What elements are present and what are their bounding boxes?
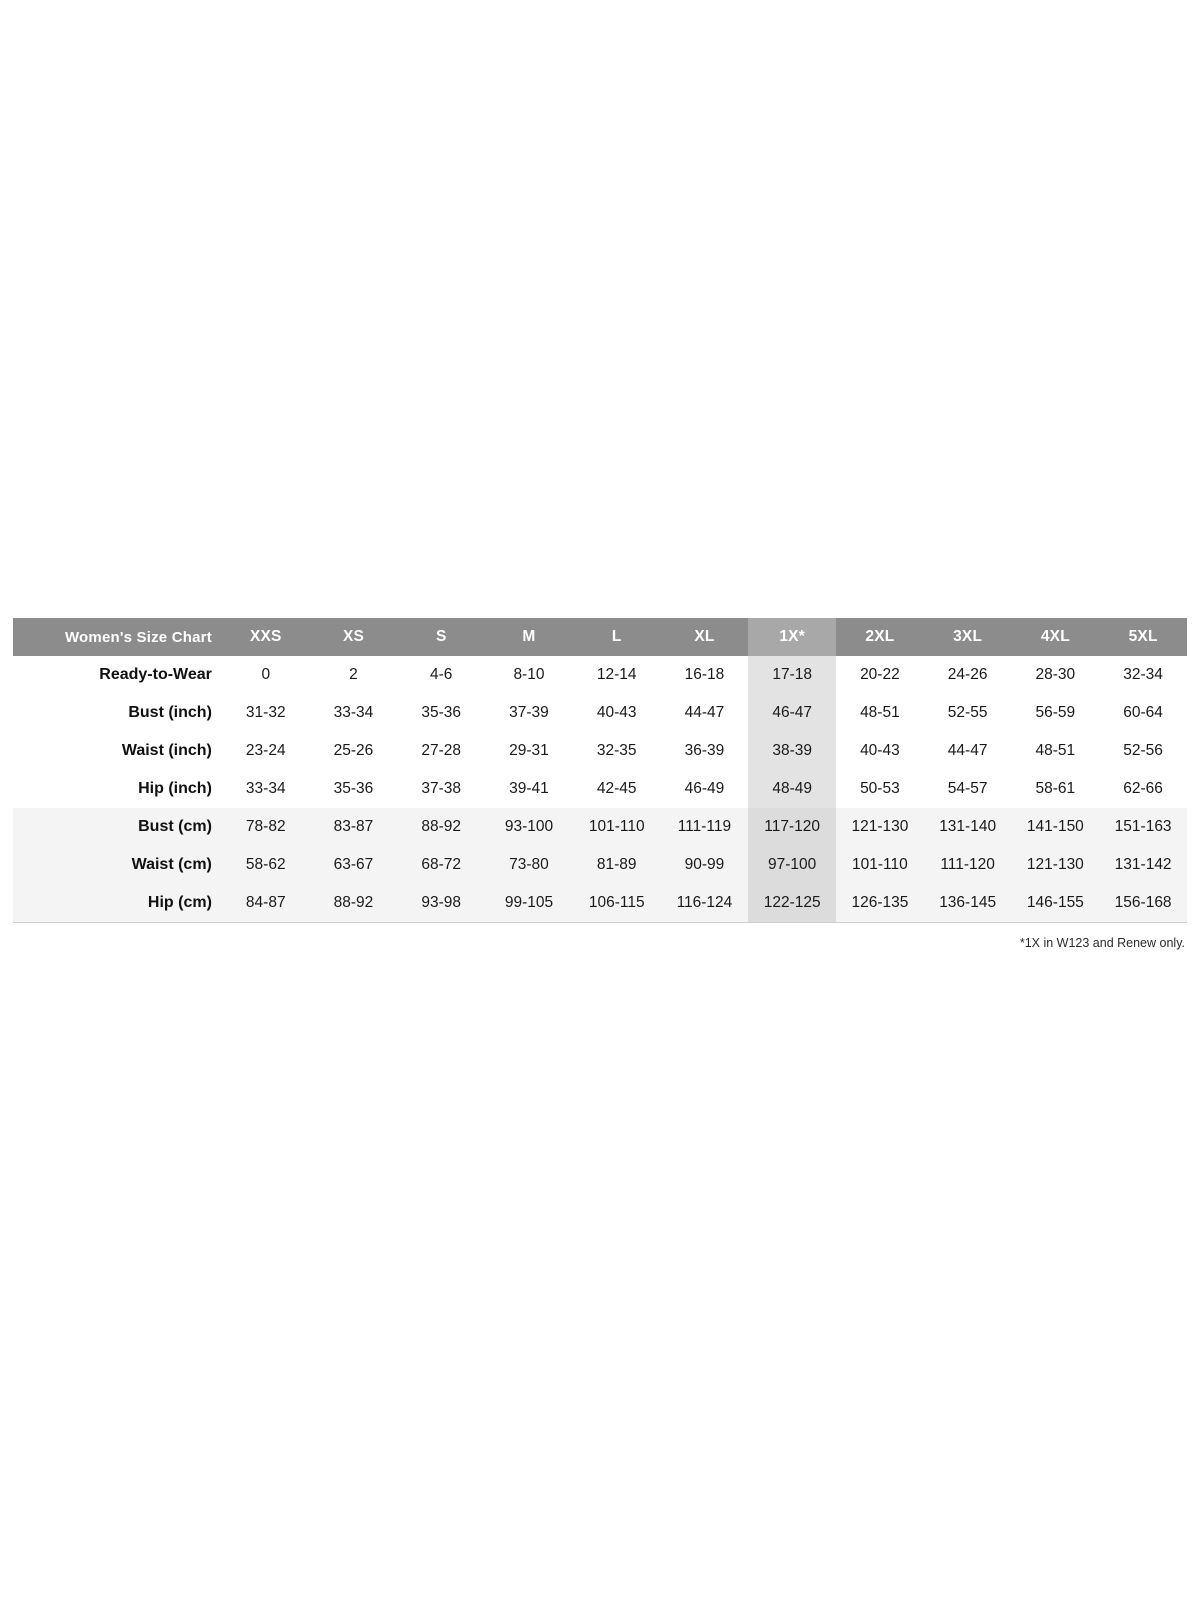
column-header-xl: XL xyxy=(661,618,749,656)
table-row xyxy=(13,884,1187,923)
table-row xyxy=(13,694,1187,732)
cell-waist-inch-xl: 36-39 xyxy=(684,742,725,759)
cell-bust-inch-l: 40-43 xyxy=(596,704,637,721)
cell-waist-inch-s: 27-28 xyxy=(421,742,462,759)
column-header-s: S xyxy=(397,618,485,656)
cell-hip-cm-xl: 116-124 xyxy=(661,884,749,923)
cell-hip-cm-xxs: 84-87 xyxy=(222,884,310,923)
column-header-m: M xyxy=(485,618,573,656)
table-row xyxy=(13,656,1187,694)
cell-hip-inch-4xl: 58-61 xyxy=(1035,780,1076,797)
cell-ready-to-wear-xs: 2 xyxy=(349,666,358,683)
cell-hip-inch-xs: 35-36 xyxy=(333,780,374,797)
chart-title: Women's Size Chart xyxy=(13,618,222,656)
table-row xyxy=(13,732,1187,770)
cell-hip-cm-3xl: 136-145 xyxy=(924,884,1012,923)
cell-ready-to-wear-4xl: 28-30 xyxy=(1035,666,1076,683)
cell-hip-inch-3xl: 54-57 xyxy=(947,780,988,797)
womens-size-chart-table xyxy=(13,618,1187,923)
row-label-waist-inch: Waist (inch) xyxy=(121,742,212,759)
column-header-l: L xyxy=(573,618,661,656)
cell-hip-inch-2xl: 50-53 xyxy=(860,780,900,797)
column-header-3xl: 3XL xyxy=(924,618,1012,656)
cell-bust-cm-s: 88-92 xyxy=(421,818,462,835)
cell-bust-cm-m: 93-100 xyxy=(504,818,554,835)
cell-bust-cm-xs: 83-87 xyxy=(333,818,374,835)
cell-hip-cm-1x: 122-125 xyxy=(748,884,836,923)
row-label-bust-cm: Bust (cm) xyxy=(138,818,212,835)
cell-ready-to-wear-1x: 17-18 xyxy=(748,656,836,694)
row-label-ready-to-wear: Ready-to-Wear xyxy=(99,666,212,683)
cell-bust-inch-1x: 46-47 xyxy=(748,694,836,732)
cell-waist-cm-l: 81-89 xyxy=(596,856,637,873)
chart-footnote: *1X in W123 and Renew only. xyxy=(1019,936,1185,950)
cell-waist-inch-3xl: 44-47 xyxy=(947,742,988,759)
cell-ready-to-wear-s: 4-6 xyxy=(430,666,453,683)
cell-bust-inch-3xl: 52-55 xyxy=(947,704,988,721)
cell-waist-inch-5xl: 52-56 xyxy=(1123,742,1163,759)
cell-hip-inch-xxs: 33-34 xyxy=(245,780,286,797)
cell-bust-inch-2xl: 48-51 xyxy=(860,704,900,721)
table-header-row xyxy=(13,618,1187,656)
cell-waist-cm-1x: 97-100 xyxy=(748,846,836,884)
cell-waist-inch-4xl: 48-51 xyxy=(1035,742,1076,759)
column-header-4xl: 4XL xyxy=(1012,618,1100,656)
cell-ready-to-wear-xl: 16-18 xyxy=(684,666,725,683)
cell-ready-to-wear-5xl: 32-34 xyxy=(1123,666,1163,683)
table-header xyxy=(13,618,1187,656)
size-chart-container xyxy=(13,618,1187,950)
cell-hip-cm-s: 93-98 xyxy=(397,884,485,923)
cell-waist-inch-l: 32-35 xyxy=(596,742,637,759)
cell-bust-inch-4xl: 56-59 xyxy=(1035,704,1076,721)
cell-waist-inch-1x: 38-39 xyxy=(748,732,836,770)
cell-bust-cm-2xl: 121-130 xyxy=(851,818,909,835)
cell-bust-inch-s: 35-36 xyxy=(421,704,462,721)
column-header-1x: 1X* xyxy=(748,618,836,656)
row-label-waist-cm: Waist (cm) xyxy=(131,856,212,873)
cell-ready-to-wear-m: 8-10 xyxy=(513,666,545,683)
table-body xyxy=(13,656,1187,923)
cell-bust-cm-4xl: 141-150 xyxy=(1026,818,1084,835)
cell-bust-cm-xxs: 78-82 xyxy=(245,818,286,835)
cell-waist-cm-5xl: 131-142 xyxy=(1114,856,1172,873)
cell-bust-cm-3xl: 131-140 xyxy=(939,818,997,835)
cell-ready-to-wear-l: 12-14 xyxy=(596,666,637,683)
cell-ready-to-wear-2xl: 20-22 xyxy=(860,666,900,683)
cell-hip-cm-xs: 88-92 xyxy=(310,884,398,923)
cell-waist-cm-xl: 90-99 xyxy=(684,856,725,873)
cell-hip-cm-m: 99-105 xyxy=(485,884,573,923)
cell-bust-cm-5xl: 151-163 xyxy=(1114,818,1172,835)
column-header-xxs: XXS xyxy=(222,618,310,656)
cell-bust-inch-xxs: 31-32 xyxy=(245,704,286,721)
cell-hip-inch-s: 37-38 xyxy=(421,780,462,797)
cell-bust-cm-1x: 117-120 xyxy=(748,808,836,846)
table-row xyxy=(13,808,1187,846)
column-header-5xl: 5XL xyxy=(1099,618,1187,656)
row-label-hip-cm: Hip (cm) xyxy=(13,884,222,923)
cell-hip-cm-2xl: 126-135 xyxy=(836,884,924,923)
cell-ready-to-wear-xxs: 0 xyxy=(261,666,271,683)
cell-waist-cm-4xl: 121-130 xyxy=(1026,856,1084,873)
cell-bust-cm-l: 101-110 xyxy=(588,818,645,835)
table-row xyxy=(13,846,1187,884)
cell-waist-cm-s: 68-72 xyxy=(421,856,462,873)
cell-hip-inch-5xl: 62-66 xyxy=(1123,780,1163,797)
cell-waist-inch-xs: 25-26 xyxy=(333,742,374,759)
cell-hip-inch-xl: 46-49 xyxy=(684,780,725,797)
cell-hip-inch-m: 39-41 xyxy=(509,780,549,797)
cell-waist-cm-2xl: 101-110 xyxy=(852,856,908,873)
row-label-hip-inch: Hip (inch) xyxy=(138,780,212,797)
column-header-2xl: 2XL xyxy=(836,618,924,656)
cell-bust-inch-m: 37-39 xyxy=(509,704,549,721)
cell-ready-to-wear-3xl: 24-26 xyxy=(947,666,988,683)
cell-waist-cm-m: 73-80 xyxy=(509,856,549,873)
cell-hip-cm-5xl: 156-168 xyxy=(1099,884,1187,923)
row-label-bust-inch: Bust (inch) xyxy=(128,704,212,721)
cell-hip-cm-l: 106-115 xyxy=(573,884,661,923)
cell-bust-inch-xl: 44-47 xyxy=(684,704,725,721)
column-header-xs: XS xyxy=(310,618,398,656)
cell-bust-inch-xs: 33-34 xyxy=(333,704,374,721)
table-row xyxy=(13,770,1187,808)
cell-waist-inch-xxs: 23-24 xyxy=(245,742,286,759)
cell-waist-inch-2xl: 40-43 xyxy=(860,742,900,759)
cell-waist-cm-3xl: 111-120 xyxy=(940,856,995,873)
cell-waist-cm-xxs: 58-62 xyxy=(245,856,286,873)
cell-bust-inch-5xl: 60-64 xyxy=(1123,704,1163,721)
cell-bust-cm-xl: 111-119 xyxy=(677,818,732,835)
cell-waist-inch-m: 29-31 xyxy=(509,742,549,759)
cell-waist-cm-xs: 63-67 xyxy=(333,856,374,873)
cell-hip-cm-4xl: 146-155 xyxy=(1012,884,1100,923)
cell-hip-inch-1x: 48-49 xyxy=(748,770,836,808)
cell-hip-inch-l: 42-45 xyxy=(596,780,637,797)
